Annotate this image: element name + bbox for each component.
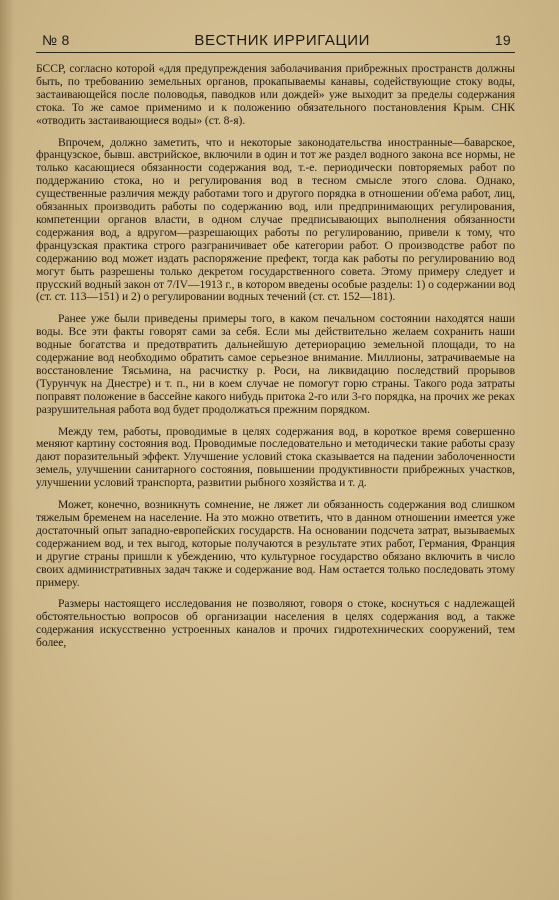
paragraph: Между тем, работы, проводимые в целях содержания вод, в короткое время совершенно меняют картину состояния вод. Проводимые последовательно и методически такие работы сразу дают поразительный эффект. Улучшение условий стока сказывается на падении заболоченности земель, улучшении санитарного состояния, повышении продуктивности прибрежных участков, улучшении условий транспорта, развитии рыбного хозяйства и т. д. <box>36 424 515 490</box>
page-number: 19 <box>494 32 511 48</box>
issue-number: № 8 <box>42 32 70 48</box>
journal-title: ВЕСТНИК ИРРИГАЦИИ <box>194 32 370 49</box>
paragraph: Ранее уже были приведены примеры того, в каком печальном состоянии находятся наши воды. Все эти факты говорят сами за себя. Если мы действительно желаем сохранить наши водные богатства и предотвратить дальнейшую детериорацию земельной площади, то на содержание вод необходимо обратить самое серьезное внимание. Миллионы, затрачиваемые на восстановление Тясьмина, на расчистку р. Роси, на ликвидацию последствий прорывов (Турунчук на Днестре) и т. п., ни в коем случае не помогут горю страны. Такого рода затраты поправят положение в бассейне какого нибудь притока 2-го или 3-го порядка, на прочих же реках разрушительная работа вод будет продолжаться прежним порядком. <box>36 312 515 416</box>
paragraph: Размеры настоящего исследования не позволяют, говоря о стоке, коснуться с надлежащей обстоятельностью вопросов об организации населения в целях содержания вод, а также содержания искусственно устроенных каналов и прочих гидротехнических сооружений, тем более, <box>36 597 515 650</box>
article-body <box>36 63 515 650</box>
paragraph: Может, конечно, возникнуть сомнение, не ляжет ли обязанность содержания вод слишком тяжелым бременем на население. На это можно ответить, что в данном отношении имеется уже достаточный опыт западно-европейских государств. На основании подсчета затрат, вызываемых содержанием вод, и тех выгод, которые получаются в результате этих работ, Германия, Франция и другие страны пришли к убеждению, что культурное государство обязано включить в число своих административных задач также и содержание вод. Нам остается только последовать этому примеру. <box>36 498 515 589</box>
paragraph: БССР, согласно которой «для предупреждения заболачивания прибрежных пространств должны быть, по требованию земельных органов, прокапываемы канавы, содействующие стоку воды, застаивающейся после половодья, паводков или дождей» уже выходит за пределы содержания стока. То же самое применимо и к положению обязательного постановления Крым. СНК «отводить застаивающиеся воды» (ст. 8-я). <box>36 62 515 127</box>
running-header <box>36 22 515 53</box>
paragraph: Впрочем, должно заметить, что и некоторые законодательства иностранные—баварское, французское, бывш. австрийское, включили в один и тот же раздел водного закона все нормы, не только касающиеся обязанности содержания вод, т.-е. периодически повторяемых работ по поддержанию стока, но и регулирования вод в тесном смысле этого слова. Однако, существенные различия между работами того и другого порядка в отношении об'ема работ, лиц, обязанных производить работы по содержанию вод, или предпринимающих регулирования, компетенции органов власти, в одном случае предписывающих выполнения обязанности содержания вод, а вдругом—разрешающих работы по регулированию, привели к тому, что французская практика строго разграничивает обе категории работ. О производстве работ по содержанию вод может издать распоряжение префект, тогда как работы по регулированию вод могут быть разрешены только декретом государственного совета. Этому примеру следует и прусский водный закон от 7/IV—1913 г., в котором введены особые разделы: 1) о содержании вод (ст. ст. 113—151) и 2) о регулировании водных течений (ст. ст. 152—181). <box>36 135 515 304</box>
